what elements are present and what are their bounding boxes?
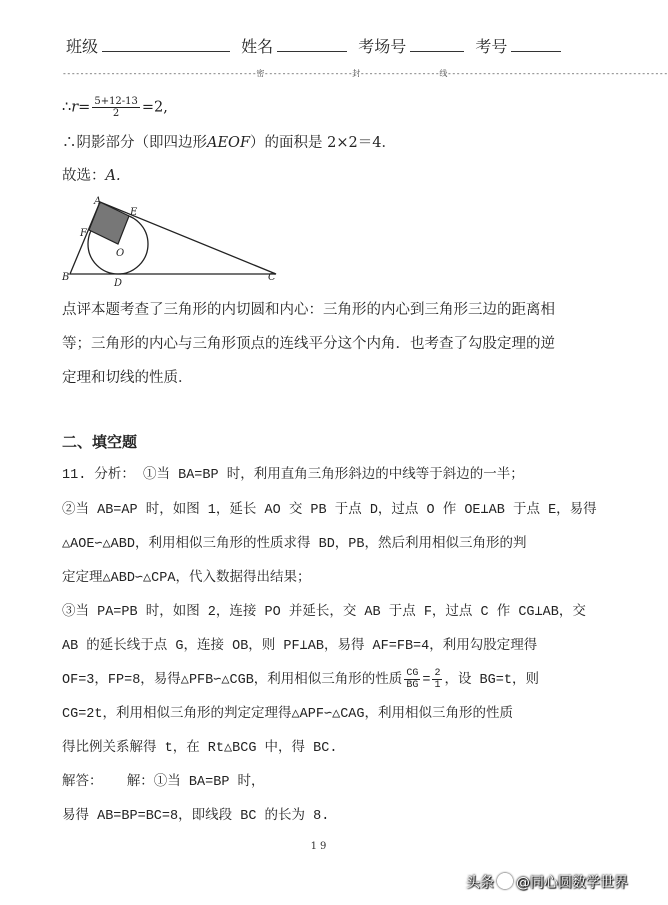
class-label: 班级 xyxy=(66,37,99,56)
label-C: C xyxy=(268,272,276,283)
q11-line-2: ②当 AB=AP 时，如图 1，延长 AO 交 PB 于点 D，过点 O 作 OE⊥AB 于点 E，易得 xyxy=(62,503,597,518)
choice-label: 故选： xyxy=(62,168,106,184)
exam-header xyxy=(66,34,567,57)
answer-label: 解答： xyxy=(62,775,103,790)
q11-line-7-prefix: OF=3，FP=8，易得△PFB∽△CGB，利用相似三角形的性质 xyxy=(62,673,403,689)
exam-room-label: 考场号 xyxy=(358,37,407,56)
r-result: =2, xyxy=(141,99,168,116)
r-denominator: 2 xyxy=(112,108,120,119)
therefore-symbol: ∴ xyxy=(62,99,72,116)
comment-line-3: 定理和切线的性质． xyxy=(62,370,193,386)
label-B: B xyxy=(62,272,70,283)
shade-quad-name: AEOF xyxy=(207,135,251,151)
section-title: 二、填空题 xyxy=(62,433,138,451)
q11-answer-line-2: 易得 AB=BP=BC=8，即线段 BC 的长为 8. xyxy=(62,809,330,824)
label-D: D xyxy=(114,278,123,289)
q11-line-4: 定定理△ABD∽△CPA，代入数据得出结果； xyxy=(62,571,311,586)
label-E: E xyxy=(130,207,138,218)
shade-suffix: ）的面积是 2×2＝4． xyxy=(250,135,396,151)
shade-prefix: ∴阴影部分（即四边形 xyxy=(62,135,207,151)
one-denominator: 1 xyxy=(434,680,441,691)
q11-line-1: 11. 分析： ①当 BA=BP 时，利用直角三角形斜边的中线等于斜边的一半； xyxy=(62,468,524,483)
q11-answer-line xyxy=(62,773,265,793)
exam-room-blank xyxy=(410,37,464,52)
cg-bg-fraction xyxy=(404,668,420,691)
q11-line-7 xyxy=(62,668,539,691)
label-O: O xyxy=(116,248,125,259)
incircle-triangle-figure xyxy=(58,192,288,288)
cg-numerator: CG xyxy=(406,668,419,679)
watermark-logo-icon xyxy=(497,873,513,889)
name-blank xyxy=(277,37,347,52)
q11-line-9: 得比例关系解得 t，在 Rt△BCG 中，得 BC. xyxy=(62,741,338,756)
seal-line: --------------------------------------------密--------------------封------------------线-------------------------------------------------- xyxy=(62,69,668,78)
q11-line-6: AB 的延长线于点 G，连接 OB，则 PF⊥AB，易得 AF=FB=4，利用勾股定理得 xyxy=(62,639,538,654)
label-F: F xyxy=(80,228,87,239)
comment-line-1: 点评本题考查了三角形的内切圆和内心：三角形的内心到三角形三边的距离相 xyxy=(62,302,555,318)
fraction-equals: = xyxy=(422,673,431,689)
two-numerator: 2 xyxy=(434,668,441,679)
r-numerator: 5+12-13 xyxy=(94,96,138,107)
r-variable: r xyxy=(71,99,79,116)
answer-text: 解：①当 BA=BP 时， xyxy=(126,775,265,790)
bg-denominator: BG xyxy=(406,680,419,691)
watermark xyxy=(466,872,628,892)
q11-line-8: CG=2t，利用相似三角形的判定定理得△APF∽△CAG，利用相似三角形的性质 xyxy=(62,707,513,722)
two-one-fraction xyxy=(432,668,442,691)
q11-line-3: △AOE∽△ABD，利用相似三角形的性质求得 BD，PB，然后利用相似三角形的判 xyxy=(62,537,527,552)
page-number: 19 xyxy=(310,841,330,852)
watermark-prefix: 头条 xyxy=(466,875,494,891)
comment-line-2: 等；三角形的内心与三角形顶点的连线平分这个内角．也考查了勾股定理的逆 xyxy=(62,336,555,352)
choice-value: A. xyxy=(105,168,121,184)
exam-no-label: 考号 xyxy=(475,37,508,56)
label-A: A xyxy=(94,196,102,207)
class-blank xyxy=(102,37,230,52)
exam-no-blank xyxy=(511,37,561,52)
r-formula xyxy=(62,96,168,119)
equals-sign: = xyxy=(78,99,91,116)
choice-line xyxy=(62,166,121,186)
watermark-account: @同心圆数学世界 xyxy=(516,875,628,891)
shade-area-line xyxy=(62,133,396,153)
shaded-quad-aeof xyxy=(89,202,129,244)
r-fraction xyxy=(92,96,140,119)
q11-line-7-suffix: ，设 BG=t，则 xyxy=(444,673,539,689)
name-label: 姓名 xyxy=(241,37,274,56)
q11-line-5: ③当 PA=PB 时，如图 2，连接 PO 并延长，交 AB 于点 F，过点 C 作 CG⊥AB，交 xyxy=(62,605,586,620)
